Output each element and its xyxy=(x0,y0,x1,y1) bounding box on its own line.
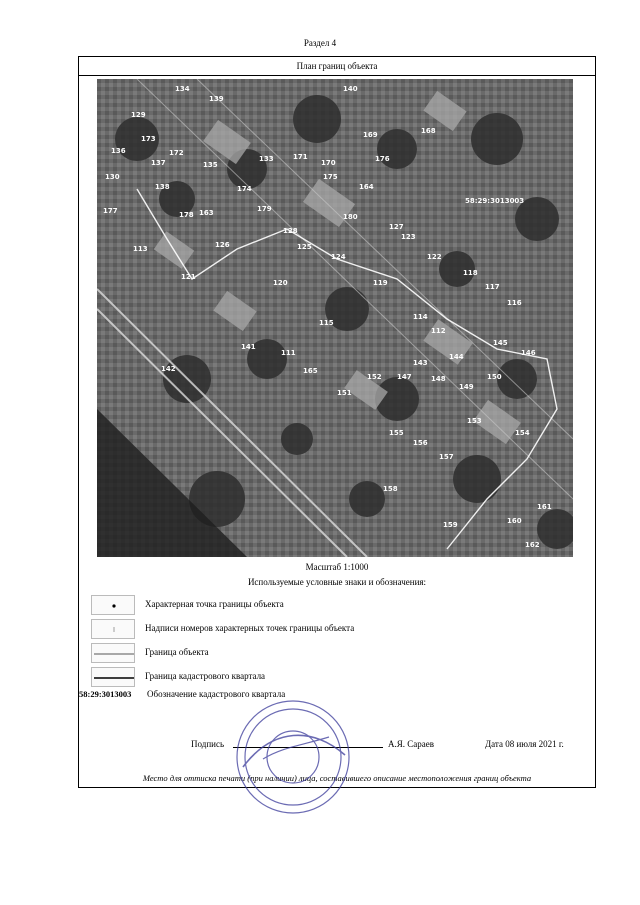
signature-date: Дата 08 июля 2021 г. xyxy=(485,739,564,749)
scale-label: Масштаб 1:1000 xyxy=(305,562,369,572)
point-label: 137 xyxy=(151,159,166,167)
point-label: 113 xyxy=(133,245,148,253)
point-label: 161 xyxy=(537,503,552,511)
point-label: 169 xyxy=(363,131,378,139)
point-label: 158 xyxy=(383,485,398,493)
point-label: 179 xyxy=(257,205,272,213)
point-label: 124 xyxy=(331,253,346,261)
plan-title: План границ объекта xyxy=(79,57,595,76)
point-label: 176 xyxy=(375,155,390,163)
point-label: 129 xyxy=(131,111,146,119)
point-label: 123 xyxy=(401,233,416,241)
point-label: 148 xyxy=(431,375,446,383)
legend-text: Граница объекта xyxy=(145,647,209,657)
point-label: 151 xyxy=(337,389,352,397)
point-label: 146 xyxy=(521,349,536,357)
point-label: 115 xyxy=(319,319,334,327)
point-label: 154 xyxy=(515,429,530,437)
signature-label: Подпись xyxy=(191,739,225,749)
point-label: 120 xyxy=(273,279,288,287)
point-label: 126 xyxy=(215,241,230,249)
point-label: 119 xyxy=(373,279,388,287)
point-label: 147 xyxy=(397,373,412,381)
signer-name: А.Я. Сараев xyxy=(388,739,434,749)
map-svg xyxy=(97,79,573,557)
legend-title: Используемые условные знаки и обозначения: xyxy=(247,577,427,587)
point-label: 136 xyxy=(111,147,126,155)
seal-stamp-icon xyxy=(233,697,353,817)
section-title: Раздел 4 xyxy=(303,38,337,48)
cadastral-code-description: Обозначение кадастрового квартала xyxy=(147,689,286,699)
point-label: 116 xyxy=(507,299,522,307)
point-label: 134 xyxy=(175,85,190,93)
point-label: 168 xyxy=(421,127,436,135)
point-label: 162 xyxy=(525,541,540,549)
point-label: 121 xyxy=(181,273,196,281)
point-label: 173 xyxy=(141,135,156,143)
point-label: 152 xyxy=(367,373,382,381)
point-symbol-icon xyxy=(91,595,135,615)
point-label: 171 xyxy=(293,153,308,161)
point-label: 149 xyxy=(459,383,474,391)
point-label: 175 xyxy=(323,173,338,181)
point-label: 112 xyxy=(431,327,446,335)
point-label: 111 xyxy=(281,349,296,357)
point-label: 180 xyxy=(343,213,358,221)
point-label: 114 xyxy=(413,313,428,321)
point-label: 178 xyxy=(179,211,194,219)
point-label: 145 xyxy=(493,339,508,347)
label-symbol-icon xyxy=(91,619,135,639)
point-label: 128 xyxy=(283,227,298,235)
point-label: 163 xyxy=(199,209,214,217)
cadastral-boundary-line-icon xyxy=(91,667,135,687)
point-label: 159 xyxy=(443,521,458,529)
point-label: 157 xyxy=(439,453,454,461)
legend-text: Характерная точка границы объекта xyxy=(145,599,284,609)
point-label: 170 xyxy=(321,159,336,167)
point-label: 127 xyxy=(389,223,404,231)
point-label: 177 xyxy=(103,207,118,215)
point-label: 164 xyxy=(359,183,374,191)
point-label: 122 xyxy=(427,253,442,261)
point-label: 153 xyxy=(467,417,482,425)
point-label: 140 xyxy=(343,85,358,93)
seal-placeholder-note: Место для оттиска печати (при наличии) лица, составившего описание местоположения границ объекта xyxy=(142,773,532,783)
point-label: 125 xyxy=(297,243,312,251)
point-label: 160 xyxy=(507,517,522,525)
point-label: 117 xyxy=(485,283,500,291)
point-label: 130 xyxy=(105,173,120,181)
cadastral-map-label: 58:29:3013003 xyxy=(465,197,525,205)
point-label: 174 xyxy=(237,185,252,193)
aerial-map xyxy=(97,79,573,557)
point-label: 141 xyxy=(241,343,256,351)
point-label: 165 xyxy=(303,367,318,375)
point-label: 142 xyxy=(161,365,176,373)
object-boundary-line-icon xyxy=(91,643,135,663)
point-label: 138 xyxy=(155,183,170,191)
legend-text: Надписи номеров характерных точек границы объекта xyxy=(145,623,355,633)
point-label: 133 xyxy=(259,155,274,163)
point-label: 155 xyxy=(389,429,404,437)
point-label: 156 xyxy=(413,439,428,447)
cadastral-code: 58:29:3013003 xyxy=(79,689,132,699)
point-label: 172 xyxy=(169,149,184,157)
legend-text: Граница кадастрового квартала xyxy=(145,671,266,681)
point-label: 118 xyxy=(463,269,478,277)
point-label: 139 xyxy=(209,95,224,103)
point-label: 135 xyxy=(203,161,218,169)
point-label: 144 xyxy=(449,353,464,361)
document-frame xyxy=(78,56,596,788)
point-label: 143 xyxy=(413,359,428,367)
point-label: 150 xyxy=(487,373,502,381)
